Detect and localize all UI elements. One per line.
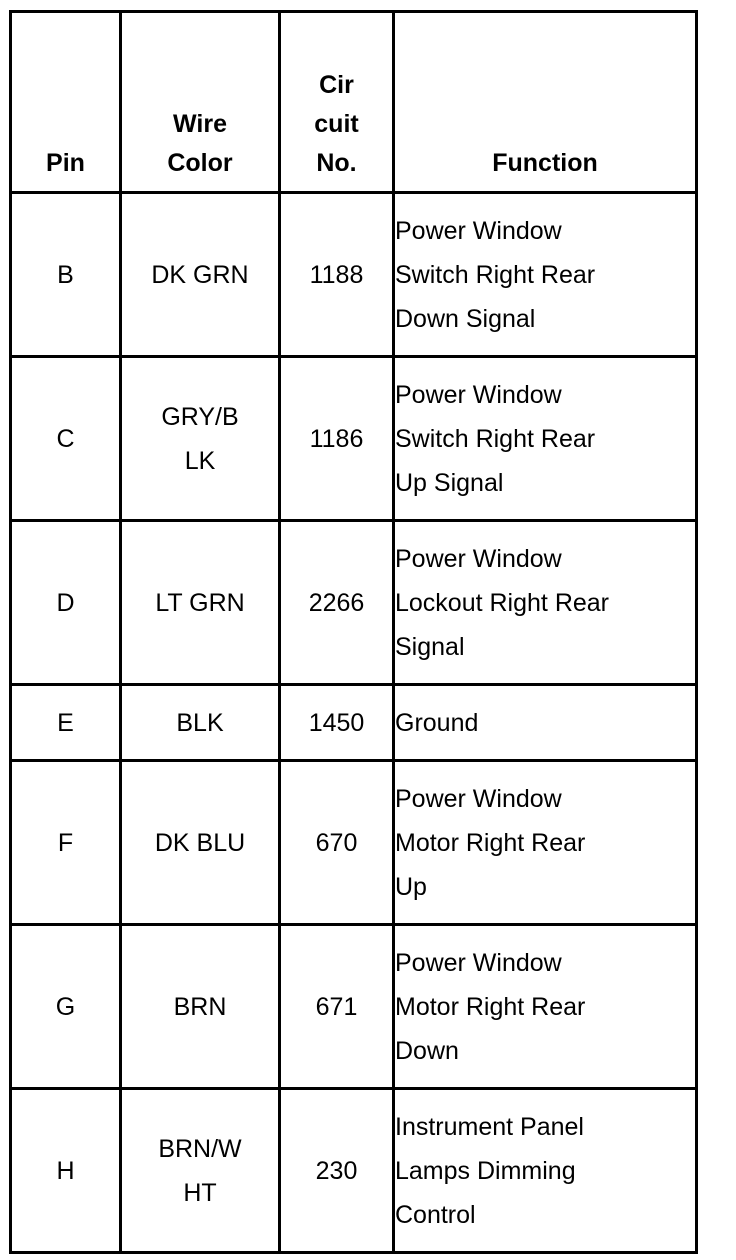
circuit-no-cell: 670: [280, 761, 394, 925]
circuit-no-cell: 2266: [280, 521, 394, 685]
function-cell: [394, 761, 697, 925]
pin-cell: D: [11, 521, 121, 685]
function-line: Power Window: [395, 380, 562, 409]
wire-color-line: DK BLU: [154, 828, 246, 857]
function-line: Switch Right Rear: [395, 260, 596, 289]
function-cell: [394, 357, 697, 521]
wire-color-line: BRN/W: [158, 1134, 242, 1163]
wire-color-cell: [121, 521, 280, 685]
function-line: Down: [395, 1036, 459, 1065]
pin-cell: E: [11, 685, 121, 761]
header-circuit-no: [280, 12, 394, 193]
table-row: [11, 193, 697, 357]
function-line: Instrument Panel: [395, 1112, 584, 1141]
function-line: Signal: [395, 632, 465, 661]
header-wire-color: [121, 12, 280, 193]
circuit-no-cell: 671: [280, 925, 394, 1089]
header-pin: [11, 12, 121, 193]
wire-color-cell: [121, 193, 280, 357]
wire-color-line: GRY/B: [161, 402, 239, 431]
pin-cell: F: [11, 761, 121, 925]
wire-color-cell: [121, 1089, 280, 1253]
header-pin-line: Pin: [46, 149, 85, 177]
pin-cell: H: [11, 1089, 121, 1253]
wire-color-line: LK: [184, 446, 216, 475]
circuit-no-cell: 1450: [280, 685, 394, 761]
table-row: [11, 685, 697, 761]
table-row: [11, 357, 697, 521]
function-cell: [394, 521, 697, 685]
header-circuit-no-line: Cir: [319, 71, 354, 99]
wire-color-line: HT: [183, 1178, 217, 1207]
wire-color-cell: [121, 761, 280, 925]
header-row: [11, 12, 697, 193]
wire-color-cell: [121, 685, 280, 761]
function-cell: [394, 193, 697, 357]
wire-color-line: LT GRN: [155, 588, 245, 617]
wire-color-line: DK GRN: [151, 260, 249, 289]
function-line: Power Window: [395, 544, 562, 573]
function-line: Down Signal: [395, 304, 536, 333]
header-wire-color-line: Wire: [173, 110, 227, 138]
function-line: Power Window: [395, 784, 562, 813]
function-line: Power Window: [395, 216, 562, 245]
table-row: [11, 1089, 697, 1253]
function-line: Lamps Dimming: [395, 1156, 576, 1185]
header-function: [394, 12, 697, 193]
function-line: Switch Right Rear: [395, 424, 596, 453]
table-row: [11, 925, 697, 1089]
connector-pinout-table: [9, 10, 698, 1254]
table-row: [11, 521, 697, 685]
function-cell: [394, 685, 697, 761]
wire-color-line: BLK: [176, 708, 224, 737]
circuit-no-cell: 1186: [280, 357, 394, 521]
header-wire-color-line: Color: [167, 149, 233, 177]
wire-color-cell: [121, 925, 280, 1089]
function-line: Up: [395, 872, 427, 901]
function-line: Motor Right Rear: [395, 992, 586, 1021]
circuit-no-cell: 1188: [280, 193, 394, 357]
function-line: Up Signal: [395, 468, 504, 497]
header-circuit-no-line: No.: [316, 149, 357, 177]
pin-cell: B: [11, 193, 121, 357]
wire-color-line: BRN: [173, 992, 227, 1021]
function-line: Ground: [395, 708, 479, 737]
wire-color-cell: [121, 357, 280, 521]
circuit-no-cell: 230: [280, 1089, 394, 1253]
function-line: Motor Right Rear: [395, 828, 586, 857]
function-line: Lockout Right Rear: [395, 588, 610, 617]
header-function-line: Function: [492, 149, 598, 177]
function-cell: [394, 925, 697, 1089]
function-line: Power Window: [395, 948, 562, 977]
table-row: [11, 761, 697, 925]
pin-cell: G: [11, 925, 121, 1089]
function-cell: [394, 1089, 697, 1253]
pin-cell: C: [11, 357, 121, 521]
header-circuit-no-line: cuit: [314, 110, 359, 138]
function-line: Control: [395, 1200, 476, 1229]
